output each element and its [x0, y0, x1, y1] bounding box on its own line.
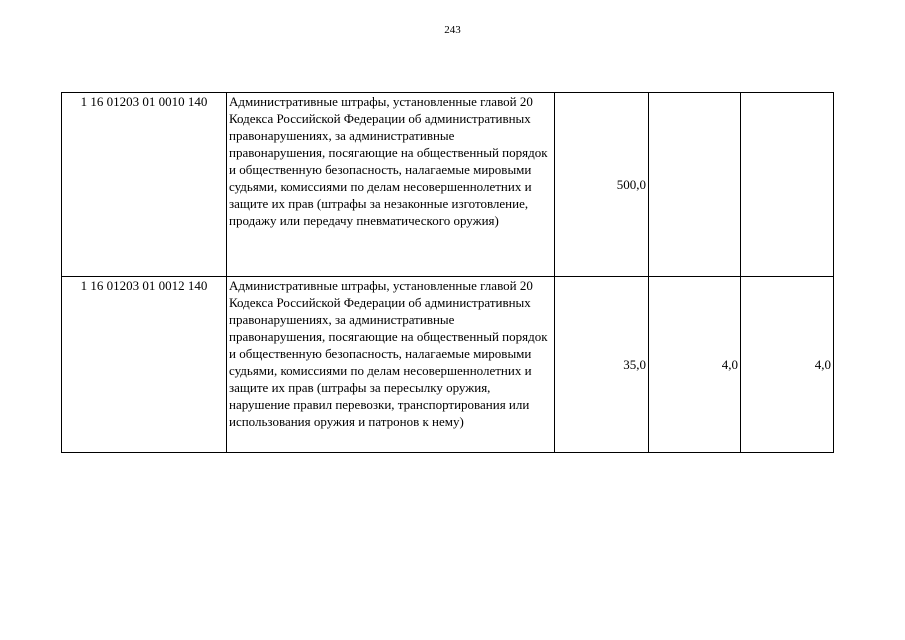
value-cell-2 — [649, 93, 741, 277]
page-number: 243 — [444, 24, 461, 36]
table-row — [62, 277, 834, 453]
description-cell: Административные штрафы, установленные главой 20 Кодекса Российской Федерации об административных правонарушениях, за административные правонарушения, посягающие на общественный порядок и общественную безопасность, налагаемые мировыми судьями, комиссиями по делам несовершеннолетних и защите их прав (штрафы за пересылку оружия, нарушение правил перевозки, транспортирования или использования оружия и патронов к нему) — [227, 277, 555, 453]
value-cell-1: 35,0 — [555, 277, 649, 453]
value-cell-3 — [741, 93, 834, 277]
budget-code-cell: 1 16 01203 01 0012 140 — [62, 277, 227, 453]
value-cell-1: 500,0 — [555, 93, 649, 277]
value-cell-2: 4,0 — [649, 277, 741, 453]
revenue-table — [61, 92, 834, 453]
table-row — [62, 93, 834, 277]
budget-code-cell: 1 16 01203 01 0010 140 — [62, 93, 227, 277]
value-cell-3: 4,0 — [741, 277, 834, 453]
description-cell: Административные штрафы, установленные главой 20 Кодекса Российской Федерации об административных правонарушениях, за административные правонарушения, посягающие на общественный порядок и общественную безопасность, налагаемые мировыми судьями, комиссиями по делам несовершеннолетних и защите их прав (штрафы за незаконные изготовление, продажу или передачу пневматического оружия) — [227, 93, 555, 277]
